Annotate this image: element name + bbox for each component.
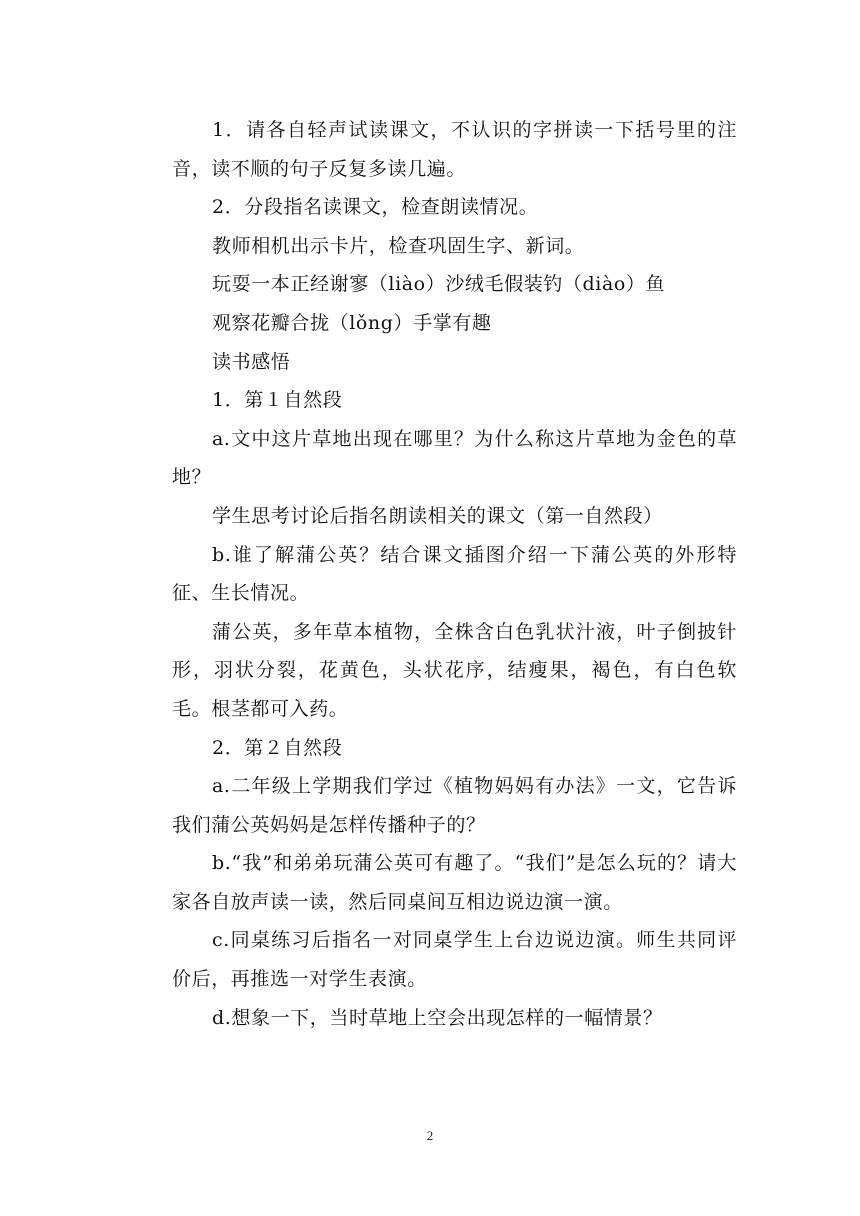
subheading-paragraph-1: 1．第１自然段: [212, 389, 343, 412]
paragraph-teacher-cards: 教师相机出示卡片，检查巩固生字、新词。: [212, 234, 585, 257]
question-a-seed-spreading: a.二年级上学期我们学过《植物妈妈有办法》一文，它告诉我们蒲公英妈妈是怎样传播种子的？: [172, 775, 737, 836]
question-c-performance: c.同桌练习后指名一对同桌学生上台边说边演。师生共同评价后，再推选一对学生表演。: [172, 929, 737, 991]
question-a-golden-meadow: a.文中这片草地出现在哪里？为什么称这片草地为金色的草地？: [172, 427, 737, 489]
document-body: [172, 111, 737, 1037]
paragraph-vocabulary-line-2: 观察花瓣合拢（lǒng）手掌有趣: [212, 311, 492, 334]
paragraph-vocabulary-line-1: 玩耍一本正经谢寥（liào）沙绒毛假装钓（diào）鱼: [212, 273, 666, 296]
paragraph-section-reading-check: 2．分段指名读课文，检查朗读情况。: [212, 196, 539, 219]
paragraph-student-discussion: 学生思考讨论后指名朗读相关的课文（第一自然段）: [212, 504, 663, 527]
question-b-playing-dandelion: b.“我”和弟弟玩蒲公英可有趣了。“我们”是怎么玩的？请大家各自放声读一读，然后同桌间互相边说边演一演。: [172, 852, 737, 913]
question-b-dandelion: b.谁了解蒲公英？结合课文插图介绍一下蒲公英的外形特征、生长情况。: [172, 543, 737, 605]
page-number: 2: [426, 1128, 434, 1143]
question-d-imagine-scene: d.想象一下，当时草地上空会出现怎样的一幅情景？: [212, 1006, 663, 1029]
section-heading-reading-insight: 读书感悟: [212, 350, 291, 373]
paragraph-dandelion-description: 蒲公英，多年草本植物，全株含白色乳状汁液，叶子倒披针形，羽状分裂，花黄色，头状花序，结瘦果，褐色，有白色软毛。根茎都可入药。: [172, 620, 737, 720]
subheading-paragraph-2: 2．第２自然段: [212, 736, 343, 759]
paragraph-reading-instruction: 1．请各自轻声试读课文，不认识的字拼读一下括号里的注音，读不顺的句子反复多读几遍。: [172, 119, 737, 180]
